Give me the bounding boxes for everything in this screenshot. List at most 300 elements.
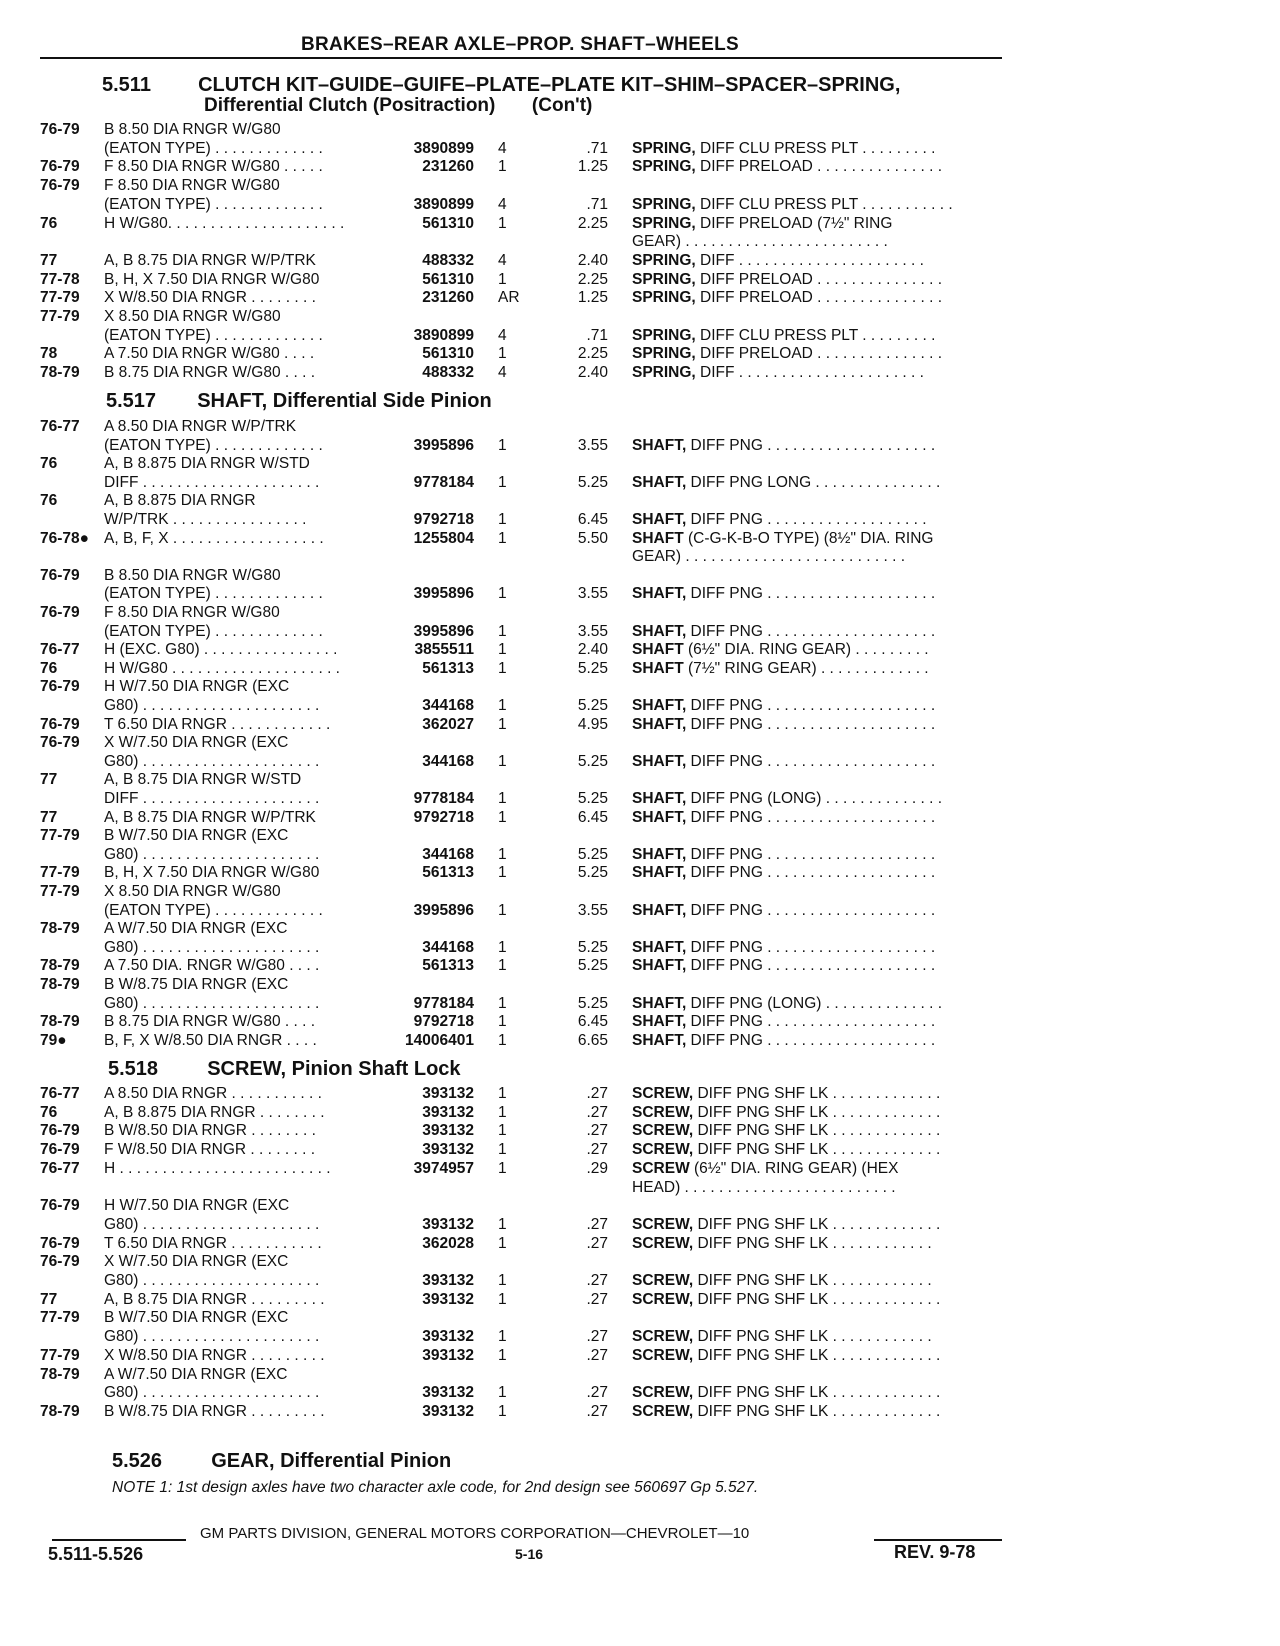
description-keyword: SCREW, — [632, 1215, 694, 1233]
table-row — [0, 1179, 1280, 1197]
model-cell: H W/G80. . . . . . . . . . . . . . . . . . . . . — [104, 214, 345, 232]
model-cell: (EATON TYPE) . . . . . . . . . . . . . — [104, 326, 323, 344]
model-cell: G80) . . . . . . . . . . . . . . . . . . . . . — [104, 938, 320, 956]
price-cell: 5.25 — [577, 697, 608, 714]
description-cell — [632, 233, 1000, 251]
table-row — [0, 976, 1280, 994]
description-cell — [632, 623, 1000, 641]
part-number-cell: 3995896 — [413, 585, 474, 603]
description-cell — [632, 995, 1000, 1013]
price-cell: 5.25 — [577, 659, 608, 677]
price-cell: .27 — [586, 1103, 608, 1121]
description-cell — [632, 1104, 1000, 1122]
price-cell: 5.50 — [577, 529, 608, 547]
quantity-cell: 1 — [498, 1085, 507, 1102]
quantity-cell: 1 — [498, 1384, 507, 1402]
quantity-cell: 1 — [498, 994, 507, 1012]
description-cell — [632, 753, 1000, 771]
year-cell: 78-79 — [40, 957, 80, 975]
part-number-cell: 9778184 — [413, 473, 474, 491]
part-number-cell: 393132 — [422, 1346, 474, 1364]
table-row — [0, 790, 1280, 808]
price-cell: 5.25 — [577, 957, 608, 975]
price-cell: 3.55 — [577, 901, 608, 919]
year-cell: 77 — [40, 251, 58, 269]
description-text: DIFF PRELOAD (7½" RING — [695, 214, 893, 232]
year-cell: 78-79 — [40, 1365, 80, 1383]
description-cell — [632, 289, 1000, 307]
price-cell: 6.45 — [577, 511, 608, 528]
table-row — [0, 1309, 1280, 1327]
part-number-cell: 3890899 — [413, 326, 474, 344]
part-number-cell: 231260 — [422, 158, 474, 176]
description-text: DIFF PNG SHF LK . . . . . . . . . . . . . — [693, 1141, 941, 1159]
model-cell: A, B 8.75 DIA RNGR W/P/TRK — [104, 808, 316, 826]
price-cell: 2.40 — [577, 364, 608, 382]
description-keyword: SHAFT, — [632, 1013, 687, 1031]
description-keyword: SCREW, — [632, 1346, 694, 1364]
table-row — [0, 641, 1280, 659]
year-cell: 77-78 — [40, 270, 80, 288]
price-cell: 5.25 — [577, 864, 608, 882]
description-keyword: SCREW, — [632, 1402, 694, 1420]
description-cell — [632, 716, 1000, 734]
year-cell: 76 — [40, 659, 58, 677]
model-cell: T 6.50 DIA RNGR . . . . . . . . . . . . — [104, 715, 331, 733]
model-cell: A, B 8.875 DIA RNGR W/STD — [104, 455, 310, 473]
description-keyword: SHAFT, — [632, 845, 687, 863]
description-text: DIFF PNG . . . . . . . . . . . . . . . . . . . . — [686, 808, 936, 826]
description-cell — [632, 902, 1000, 920]
table-row — [0, 1384, 1280, 1402]
price-cell: 6.45 — [577, 1013, 608, 1031]
year-cell: 78-79 — [40, 920, 80, 938]
description-text: DIFF . . . . . . . . . . . . . . . . . . . . . . — [695, 251, 924, 269]
description-text: GEAR) . . . . . . . . . . . . . . . . . . . . . . . . — [632, 233, 888, 251]
description-keyword: SCREW, — [632, 1103, 694, 1121]
description-keyword: SHAFT, — [632, 790, 687, 807]
year-cell: 77-79 — [40, 289, 80, 307]
description-text: DIFF PNG SHF LK . . . . . . . . . . . . . — [693, 1346, 941, 1364]
table-row — [0, 233, 1280, 251]
description-keyword: SHAFT, — [632, 436, 687, 454]
header-rule — [40, 57, 1002, 59]
price-cell: .27 — [586, 1085, 608, 1102]
model-cell: F 8.50 DIA RNGR W/G80 . . . . . — [104, 158, 323, 176]
quantity-cell: 1 — [498, 938, 507, 956]
table-row — [0, 585, 1280, 603]
quantity-cell: 1 — [498, 697, 507, 714]
quantity-cell: 1 — [498, 214, 507, 232]
footer-page-number: 5-16 — [515, 1546, 544, 1562]
description-text: DIFF PNG . . . . . . . . . . . . . . . . . . . . — [686, 585, 936, 603]
price-cell: .27 — [586, 1122, 608, 1140]
table-row — [0, 492, 1280, 510]
model-cell: G80) . . . . . . . . . . . . . . . . . . . . . — [104, 845, 320, 863]
table-row — [0, 827, 1280, 845]
description-cell — [632, 271, 1000, 289]
quantity-cell: 1 — [498, 1141, 507, 1159]
description-keyword: SHAFT, — [632, 715, 687, 733]
description-text: DIFF PRELOAD . . . . . . . . . . . . . . . — [695, 158, 943, 176]
quantity-cell: 1 — [498, 585, 507, 603]
quantity-cell: 1 — [498, 1013, 507, 1031]
model-cell: G80) . . . . . . . . . . . . . . . . . . . . . — [104, 1272, 320, 1289]
part-number-cell: 488332 — [422, 251, 474, 269]
description-keyword: SHAFT, — [632, 957, 687, 975]
description-cell — [632, 939, 1000, 957]
description-text: GEAR) . . . . . . . . . . . . . . . . . . . . . . . . . . — [632, 548, 906, 566]
table-row — [0, 177, 1280, 195]
part-number-cell: 9792718 — [413, 1013, 474, 1031]
description-text: DIFF . . . . . . . . . . . . . . . . . . . . . . — [695, 364, 924, 382]
description-text: DIFF PNG SHF LK . . . . . . . . . . . . . — [693, 1122, 941, 1140]
model-cell: B 8.50 DIA RNGR W/G80 — [104, 121, 281, 138]
quantity-cell: 4 — [498, 139, 507, 157]
quantity-cell: 1 — [498, 641, 507, 659]
part-number-cell: 561310 — [422, 214, 474, 232]
part-number-cell: 3995896 — [413, 622, 474, 640]
description-text: DIFF PNG (LONG) . . . . . . . . . . . . . . — [686, 790, 943, 807]
price-cell: .27 — [586, 1141, 608, 1159]
quantity-cell: 1 — [498, 1159, 507, 1177]
part-number-cell: 393132 — [422, 1215, 474, 1233]
description-cell — [632, 864, 1000, 882]
quantity-cell: 1 — [498, 1103, 507, 1121]
description-cell — [632, 1347, 1000, 1365]
model-cell: B 8.75 DIA RNGR W/G80 . . . . — [104, 364, 316, 382]
page-header: BRAKES–REAR AXLE–PROP. SHAFT–WHEELS — [300, 34, 740, 55]
year-cell: 77-79 — [40, 864, 80, 882]
year-cell: 76-79 — [40, 566, 80, 584]
model-cell: G80) . . . . . . . . . . . . . . . . . . . . . — [104, 994, 320, 1012]
description-keyword: SHAFT — [632, 529, 684, 547]
price-cell: .27 — [586, 1290, 608, 1308]
table-row — [0, 846, 1280, 864]
year-cell: 77-79 — [40, 883, 80, 900]
description-text: DIFF PNG (LONG) . . . . . . . . . . . . . . — [686, 994, 943, 1012]
description-cell — [632, 364, 1000, 382]
description-cell — [632, 1179, 1000, 1197]
description-text: DIFF PNG LONG . . . . . . . . . . . . . . . — [686, 473, 941, 491]
part-number-cell: 3974957 — [413, 1159, 474, 1177]
part-number-cell: 393132 — [422, 1402, 474, 1420]
quantity-cell: 1 — [498, 1234, 507, 1252]
quantity-cell: 1 — [498, 845, 507, 863]
section-heading: SHAFT, Differential Side Pinion — [197, 390, 492, 412]
model-cell: (EATON TYPE) . . . . . . . . . . . . . — [104, 585, 323, 603]
quantity-cell: 1 — [498, 622, 507, 640]
quantity-cell: 1 — [498, 529, 507, 547]
price-cell: .71 — [586, 139, 608, 157]
description-keyword: SPRING, — [632, 289, 696, 307]
description-keyword: SPRING, — [632, 158, 696, 176]
model-cell: A, B 8.75 DIA RNGR W/P/TRK — [104, 251, 316, 269]
description-keyword: SCREW, — [632, 1141, 694, 1159]
table-row — [0, 345, 1280, 363]
table-row — [0, 1235, 1280, 1253]
price-cell: 5.25 — [577, 845, 608, 863]
quantity-cell: 1 — [498, 901, 507, 919]
part-number-cell: 1255804 — [413, 529, 474, 547]
model-cell: T 6.50 DIA RNGR . . . . . . . . . . . — [104, 1234, 322, 1252]
description-keyword: SHAFT, — [632, 752, 687, 770]
description-keyword: SHAFT, — [632, 511, 687, 528]
quantity-cell: 4 — [498, 326, 507, 344]
price-cell: .27 — [586, 1384, 608, 1402]
description-cell — [632, 1403, 1000, 1421]
description-keyword: SCREW, — [632, 1328, 694, 1346]
model-cell: H W/G80 . . . . . . . . . . . . . . . . . . . . — [104, 659, 340, 677]
description-keyword: SHAFT — [632, 641, 684, 659]
table-row — [0, 1272, 1280, 1290]
description-keyword: SCREW, — [632, 1272, 694, 1289]
quantity-cell: 1 — [498, 270, 507, 288]
quantity-cell: 1 — [498, 715, 507, 733]
price-cell: 6.65 — [577, 1031, 608, 1049]
description-cell — [632, 215, 1000, 233]
model-cell: A 8.50 DIA RNGR . . . . . . . . . . . — [104, 1085, 322, 1102]
description-keyword: SHAFT, — [632, 938, 687, 956]
part-number-cell: 9778184 — [413, 994, 474, 1012]
part-number-cell: 3855511 — [414, 641, 474, 659]
description-cell — [632, 345, 1000, 363]
continued-label: (Con't) — [531, 95, 593, 116]
model-cell: (EATON TYPE) . . . . . . . . . . . . . — [104, 901, 323, 919]
table-row — [0, 1328, 1280, 1346]
description-keyword: SPRING, — [632, 195, 696, 213]
model-cell: A W/7.50 DIA RNGR (EXC — [104, 1365, 288, 1383]
description-text: DIFF PRELOAD . . . . . . . . . . . . . . . — [695, 345, 943, 363]
price-cell: 2.40 — [577, 251, 608, 269]
description-cell — [632, 1160, 1000, 1178]
model-cell: X W/8.50 DIA RNGR . . . . . . . . — [104, 289, 316, 307]
year-cell: 77-79 — [40, 1309, 80, 1327]
part-number-cell: 9778184 — [413, 790, 474, 807]
table-row — [0, 1160, 1280, 1178]
model-cell: B, H, X 7.50 DIA RNGR W/G80 — [104, 270, 320, 288]
description-cell — [632, 641, 1000, 659]
quantity-cell: 1 — [498, 158, 507, 176]
description-text: DIFF PNG . . . . . . . . . . . . . . . . . . . . — [686, 622, 936, 640]
description-text: DIFF PNG . . . . . . . . . . . . . . . . . . . . — [686, 864, 936, 882]
section-heading: GEAR, Differential Pinion — [211, 1450, 452, 1472]
quantity-cell: 4 — [498, 195, 507, 213]
description-text: DIFF PNG . . . . . . . . . . . . . . . . . . . — [686, 511, 927, 528]
description-text: DIFF PRELOAD . . . . . . . . . . . . . . . — [695, 289, 943, 307]
table-row — [0, 567, 1280, 585]
description-keyword: SHAFT, — [632, 1031, 687, 1049]
price-cell: 5.25 — [577, 994, 608, 1012]
description-text: DIFF PNG SHF LK . . . . . . . . . . . . . — [693, 1085, 941, 1102]
year-cell: 76-79 — [40, 604, 80, 621]
price-cell: 4.95 — [577, 715, 608, 733]
model-cell: B, F, X W/8.50 DIA RNGR . . . . — [104, 1031, 317, 1049]
description-keyword: SCREW, — [632, 1085, 694, 1102]
year-cell: 76-78● — [40, 529, 90, 547]
year-cell: 76-79 — [40, 1122, 80, 1140]
table-row — [0, 418, 1280, 436]
model-cell: F 8.50 DIA RNGR W/G80 — [104, 604, 280, 621]
table-row — [0, 1253, 1280, 1271]
table-row — [0, 252, 1280, 270]
year-cell: 79● — [40, 1031, 67, 1049]
description-keyword: SHAFT, — [632, 901, 687, 919]
table-row — [0, 623, 1280, 641]
price-cell: .27 — [586, 1402, 608, 1420]
section-number: 5.526 — [112, 1450, 163, 1472]
table-row — [0, 1216, 1280, 1234]
model-cell: DIFF . . . . . . . . . . . . . . . . . . . . . — [104, 473, 320, 491]
table-row — [0, 364, 1280, 382]
model-cell: F 8.50 DIA RNGR W/G80 — [104, 177, 280, 195]
price-cell: 3.55 — [577, 585, 608, 603]
model-cell: G80) . . . . . . . . . . . . . . . . . . . . . — [104, 1215, 320, 1233]
price-cell: .27 — [586, 1234, 608, 1252]
description-cell — [632, 1013, 1000, 1031]
part-number-cell: 362027 — [422, 715, 474, 733]
description-text: DIFF PNG . . . . . . . . . . . . . . . . . . . . — [686, 715, 936, 733]
quantity-cell: 1 — [498, 1290, 507, 1308]
year-cell: 77-79 — [40, 308, 80, 325]
description-cell — [632, 846, 1000, 864]
part-number-cell: 393132 — [422, 1085, 474, 1102]
table-row — [0, 995, 1280, 1013]
section-number: 5.511 — [102, 74, 151, 96]
part-number-cell: 561313 — [422, 864, 474, 882]
model-cell: H (EXC. G80) . . . . . . . . . . . . . . . . — [104, 641, 338, 659]
model-cell: H W/7.50 DIA RNGR (EXC — [104, 1197, 290, 1215]
price-cell: 5.25 — [577, 790, 608, 807]
description-cell — [632, 1328, 1000, 1346]
description-cell — [632, 252, 1000, 270]
table-row — [0, 1104, 1280, 1122]
description-cell — [632, 697, 1000, 715]
part-number-cell: 9792718 — [413, 511, 474, 528]
part-number-cell: 561310 — [422, 345, 474, 363]
part-number-cell: 344168 — [422, 845, 474, 863]
table-row — [0, 474, 1280, 492]
description-keyword: SPRING, — [632, 345, 696, 363]
part-number-cell: 231260 — [422, 289, 474, 307]
table-row — [0, 864, 1280, 882]
table-row — [0, 548, 1280, 566]
table-row — [0, 809, 1280, 827]
description-keyword: SHAFT, — [632, 994, 687, 1012]
model-cell: A, B 8.875 DIA RNGR . . . . . . . . — [104, 1103, 325, 1121]
year-cell: 77 — [40, 808, 58, 826]
description-keyword: SHAFT, — [632, 622, 687, 640]
year-cell: 76 — [40, 492, 58, 510]
part-number-cell: 488332 — [422, 364, 474, 382]
table-row — [0, 1347, 1280, 1365]
description-cell — [632, 530, 1000, 548]
part-number-cell: 344168 — [422, 697, 474, 714]
year-cell: 76-79 — [40, 1197, 80, 1215]
table-row — [0, 308, 1280, 326]
table-row — [0, 939, 1280, 957]
table-row — [0, 920, 1280, 938]
part-number-cell: 561310 — [422, 270, 474, 288]
part-number-cell: 3890899 — [413, 139, 474, 157]
quantity-cell: 1 — [498, 864, 507, 882]
year-cell: 78-79 — [40, 364, 80, 382]
section-5526-title — [112, 1450, 451, 1473]
description-cell — [632, 660, 1000, 678]
part-number-cell: 3890899 — [413, 195, 474, 213]
description-cell — [632, 1141, 1000, 1159]
part-number-cell: 561313 — [422, 957, 474, 975]
description-text: DIFF PNG . . . . . . . . . . . . . . . . . . . . — [686, 752, 936, 770]
year-cell: 77 — [40, 771, 58, 789]
table-row — [0, 902, 1280, 920]
part-number-cell: 393132 — [422, 1103, 474, 1121]
description-keyword: SCREW, — [632, 1290, 694, 1308]
description-text: DIFF PNG . . . . . . . . . . . . . . . . . . . . — [686, 845, 936, 863]
model-cell: W/P/TRK . . . . . . . . . . . . . . . . — [104, 511, 307, 528]
description-keyword: SPRING, — [632, 270, 696, 288]
quantity-cell: 1 — [498, 1346, 507, 1364]
description-cell — [632, 1272, 1000, 1290]
model-cell: G80) . . . . . . . . . . . . . . . . . . . . . — [104, 1328, 320, 1346]
quantity-cell: 1 — [498, 436, 507, 454]
description-cell — [632, 585, 1000, 603]
description-keyword: SPRING, — [632, 251, 696, 269]
part-number-cell: 561313 — [422, 659, 474, 677]
year-cell: 78-79 — [40, 1013, 80, 1031]
description-text: DIFF PNG . . . . . . . . . . . . . . . . . . . . — [686, 957, 936, 975]
price-cell: .71 — [586, 326, 608, 344]
table-row — [0, 1291, 1280, 1309]
model-cell: B 8.75 DIA RNGR W/G80 . . . . — [104, 1013, 316, 1031]
description-text: DIFF CLU PRESS PLT . . . . . . . . . — [695, 139, 936, 157]
price-cell: 5.25 — [577, 473, 608, 491]
description-text: DIFF PNG . . . . . . . . . . . . . . . . . . . . — [686, 697, 936, 714]
description-cell — [632, 1235, 1000, 1253]
table-row — [0, 734, 1280, 752]
description-text: DIFF PNG SHF LK . . . . . . . . . . . . . — [693, 1402, 941, 1420]
price-cell: 3.55 — [577, 436, 608, 454]
year-cell: 76-79 — [40, 177, 80, 195]
description-text: DIFF PNG . . . . . . . . . . . . . . . . . . . . — [686, 938, 936, 956]
model-cell: DIFF . . . . . . . . . . . . . . . . . . . . . — [104, 790, 320, 807]
description-cell — [632, 140, 1000, 158]
description-text: DIFF PNG SHF LK . . . . . . . . . . . . — [693, 1328, 932, 1346]
table-row — [0, 678, 1280, 696]
quantity-cell: 1 — [498, 752, 507, 770]
quantity-cell: 1 — [498, 1031, 507, 1049]
description-keyword: SPRING, — [632, 326, 696, 344]
part-number-cell: 344168 — [422, 752, 474, 770]
year-cell: 78 — [40, 345, 58, 363]
year-cell: 76-79 — [40, 121, 80, 138]
table-row — [0, 455, 1280, 473]
table-row — [0, 196, 1280, 214]
model-cell: G80) . . . . . . . . . . . . . . . . . . . . . — [104, 752, 320, 770]
price-cell: 2.40 — [577, 641, 608, 659]
table-row — [0, 716, 1280, 734]
model-cell: F W/8.50 DIA RNGR . . . . . . . . — [104, 1141, 316, 1159]
quantity-cell: 4 — [498, 251, 507, 269]
description-cell — [632, 511, 1000, 529]
model-cell: H . . . . . . . . . . . . . . . . . . . . . . . . . — [104, 1159, 331, 1177]
year-cell: 77-79 — [40, 827, 80, 845]
year-cell: 76-77 — [40, 1085, 80, 1102]
part-number-cell: 3995896 — [413, 901, 474, 919]
year-cell: 76-79 — [40, 1253, 80, 1271]
model-cell: B W/7.50 DIA RNGR (EXC — [104, 827, 289, 845]
year-cell: 76-77 — [40, 1159, 80, 1177]
